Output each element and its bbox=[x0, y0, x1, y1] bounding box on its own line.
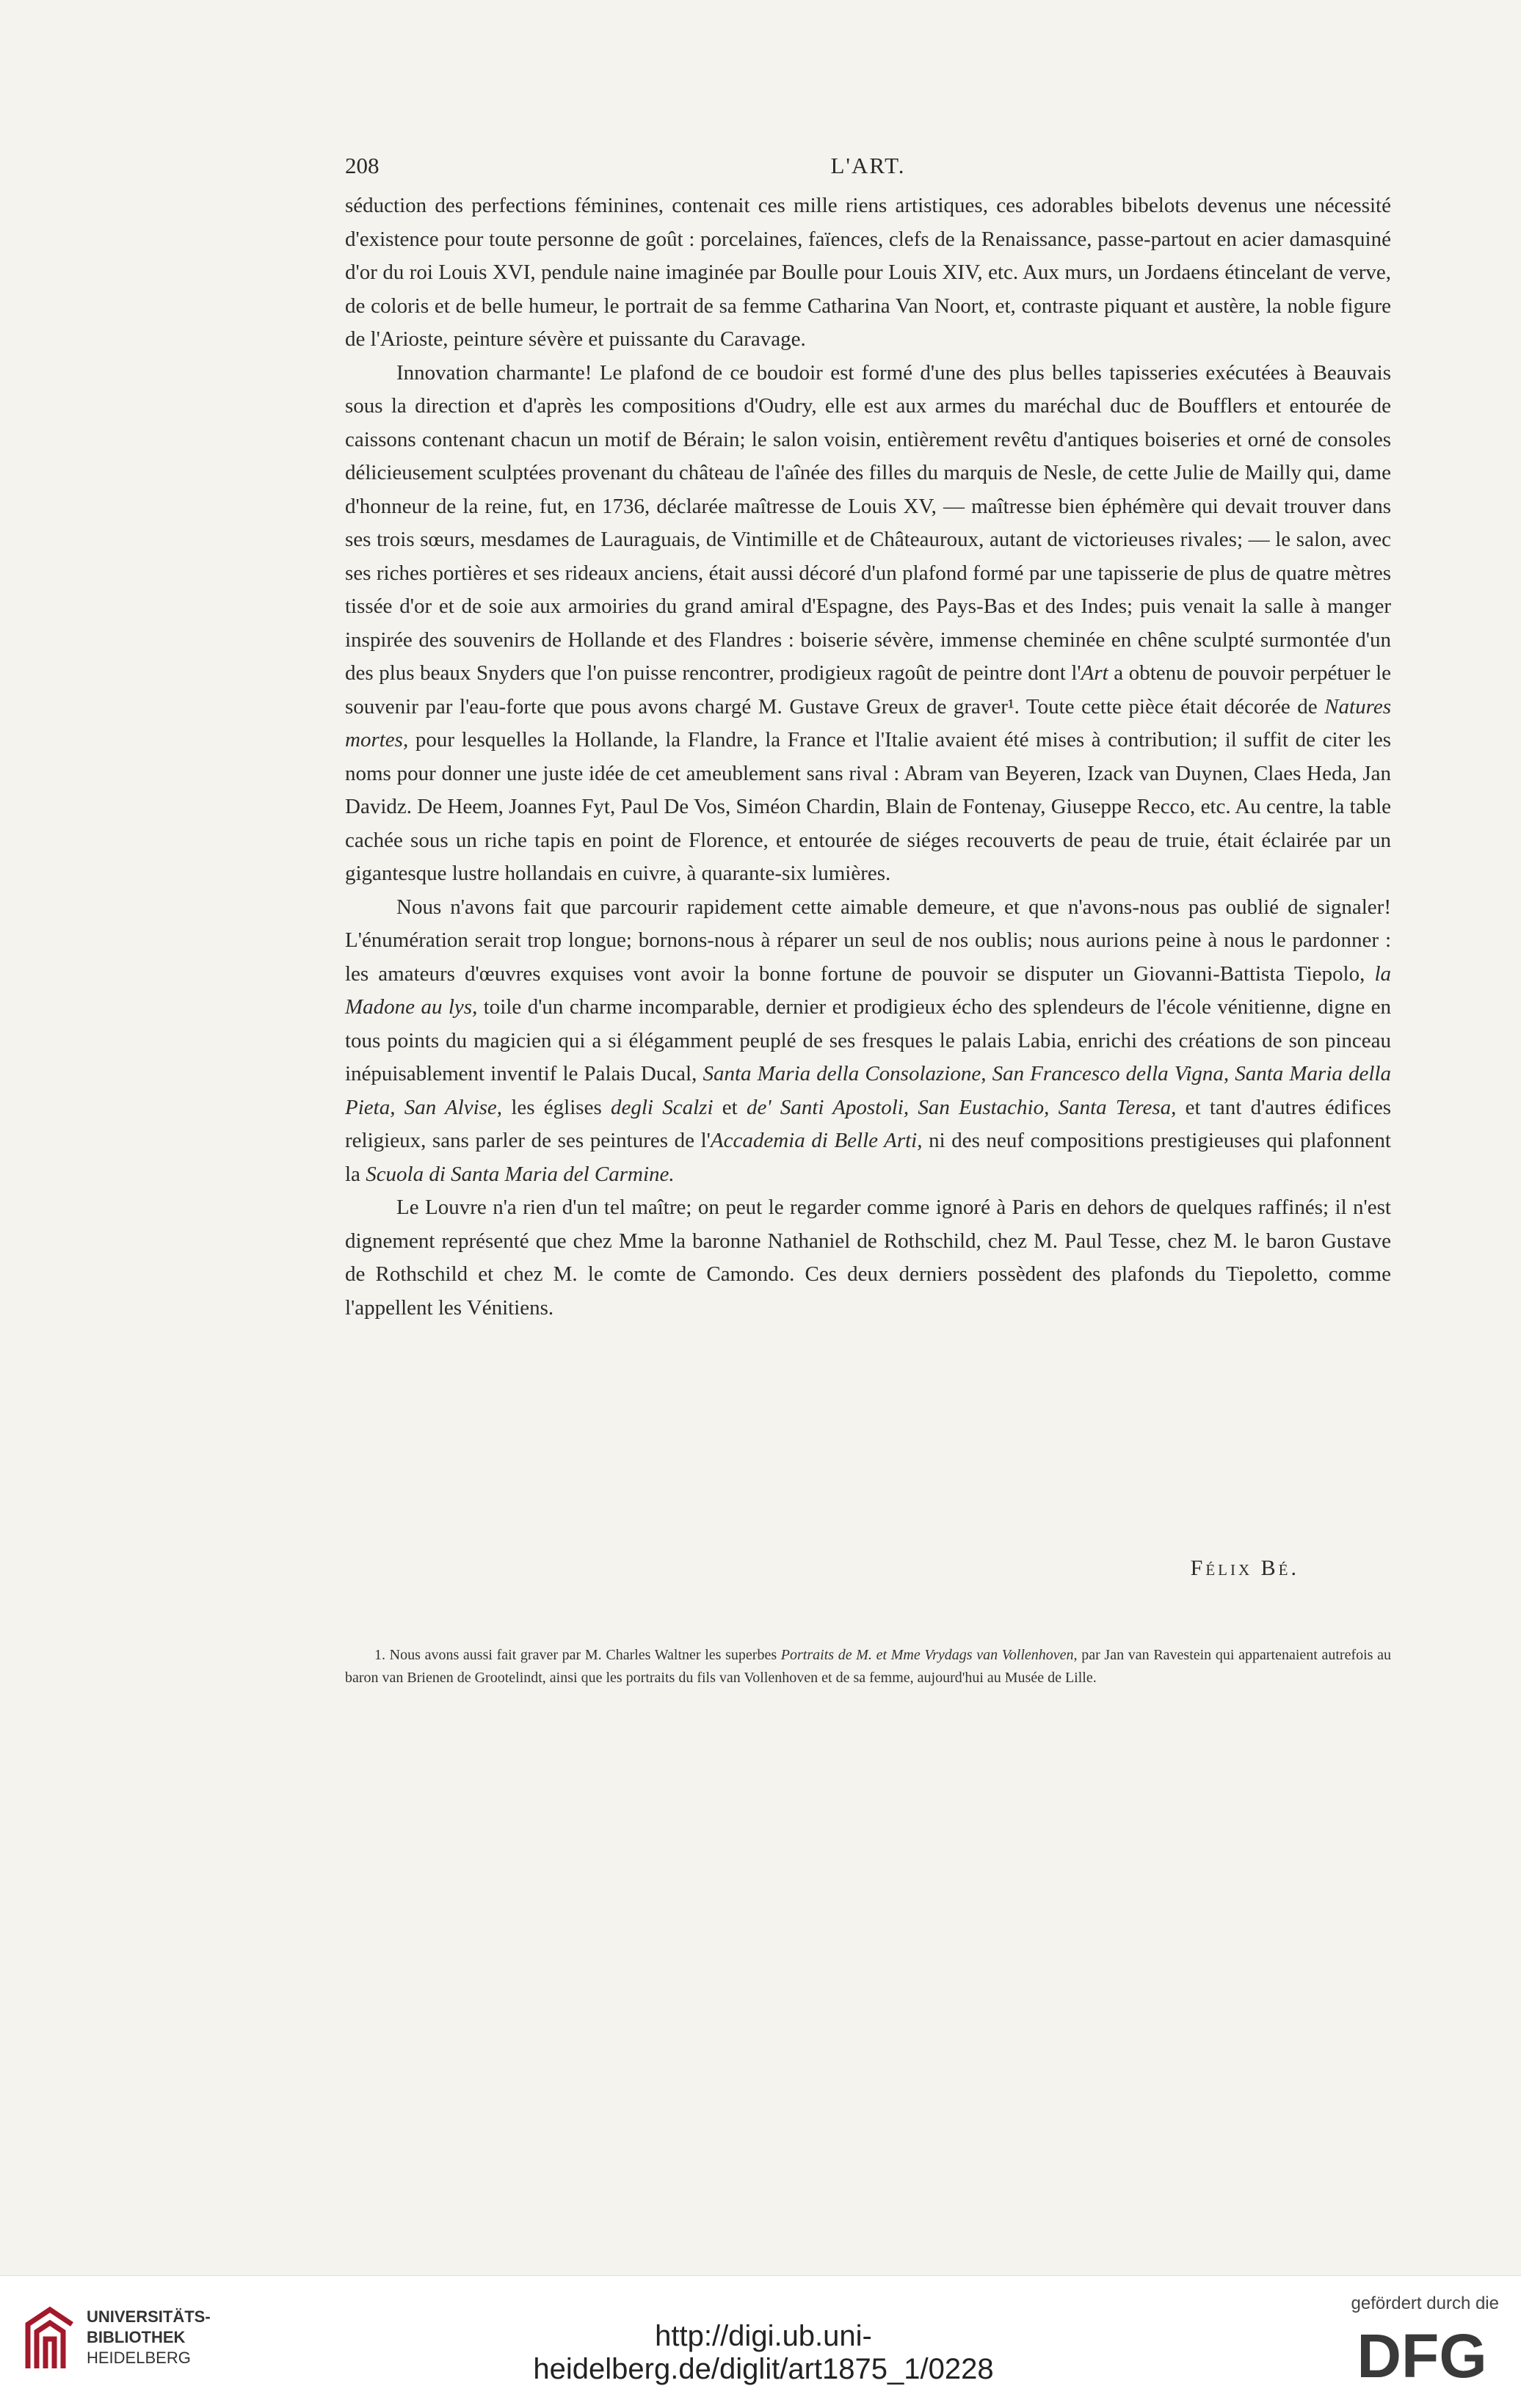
dfg-logo-text: DFG bbox=[1357, 2324, 1487, 2386]
page-number: 208 bbox=[345, 153, 380, 178]
text-run: par Jan van Ravestein qui appartenaient autrefois au baron van Brienen de Grootelindt, ainsi que les portraits du fils van Vollenhoven et de sa femme, aujourd'hui au Musée de Lille. bbox=[345, 1647, 1392, 1686]
library-name-line3: HEIDELBERG bbox=[87, 2349, 191, 2367]
text-run: et bbox=[713, 1095, 747, 1119]
text-run: et tant d'autres édifices religieux, sans parler de ses peintures de l' bbox=[345, 1095, 1391, 1152]
italic-title: Accademia di Belle Arti, bbox=[710, 1129, 923, 1152]
library-name[interactable] bbox=[87, 2307, 211, 2368]
journal-title: L'ART. bbox=[830, 153, 906, 178]
library-name-line1: UNIVERSITÄTS- bbox=[87, 2307, 211, 2326]
paragraph bbox=[345, 891, 1391, 1192]
footnote bbox=[345, 1644, 1391, 1689]
text-run: Nous n'avons fait que parcourir rapidement cette aimable demeure, et que n'avons-nous pas oublié de signaler! L'énumération serait trop longue; bornons-nous à réparer un seul de nos oublis; nous aurions peine à nous le pardonner : les amateurs d'œuvres exquises vont avoir la bonne fortune de pouvoir se disputer un Giovanni-Battista Tiepolo, bbox=[345, 895, 1391, 986]
text-run: a obtenu de pouvoir perpétuer le souvenir par l'eau-forte que pous avons chargé M. Gustave Greux de graver¹. Toute cette pièce était décorée de bbox=[345, 661, 1391, 719]
italic-title: degli Scalzi bbox=[611, 1095, 714, 1119]
paragraph bbox=[345, 357, 1391, 891]
running-header bbox=[345, 153, 1391, 182]
text-run: séduction des perfections féminines, contenait ces mille riens artistiques, ces adorables bibelots devenus une nécessité d'existence pour toute personne de goût : porcelaines, faïences, clefs de la Renaissance, passe-partout en acier damasquiné d'or du roi Louis XVI, pendule naine imaginée par Boulle pour Louis XIV, etc. Aux murs, un Jordaens étincelant de verve, de coloris et de belle humeur, le portrait de sa femme Catharina Van Noort, et, contraste piquant et austère, la noble figure de l'Arioste, peinture sévère et puissante du Caravage. bbox=[345, 194, 1391, 351]
funded-by-label: gefördert durch die bbox=[1351, 2294, 1499, 2313]
library-name-line2: BIBLIOTHEK bbox=[87, 2328, 186, 2346]
viewer-footer bbox=[0, 2275, 1521, 2408]
italic-title: Santa Maria della Consolazione, San Francesco della Vigna, Santa Maria della Pieta, San Alvise, bbox=[345, 1062, 1391, 1119]
footnote-text bbox=[345, 1644, 1391, 1689]
text-run: Le Louvre n'a rien d'un tel maître; on peut le regarder comme ignoré à Paris en dehors de quelques raffinés; il n'est dignement représenté que chez Mme la baronne Nathaniel de Rothschild, chez M. Paul Tesse, chez M. le baron Gustave de Rothschild et chez M. le comte de Camondo. Ces deux derniers possèdent des plafonds du Tiepoletto, comme l'appellent les Vénitiens. bbox=[345, 1196, 1391, 1320]
paragraph bbox=[345, 1191, 1391, 1325]
text-run: 1. Nous avons aussi fait graver par M. Charles Waltner les superbes bbox=[374, 1647, 781, 1663]
text-run: toile d'un charme incomparable, dernier et prodigieux écho des splendeurs de l'école vénitienne, digne en tous points du magicien qui a si élégamment peuplé de ses fresques le palais Labia, enrichi des créations de son pinceau inépuisablement inventif le Palais Ducal, bbox=[345, 995, 1391, 1085]
italic-title: Portraits de M. et Mme Vrydags van Vollenhoven, bbox=[780, 1647, 1078, 1663]
article-body bbox=[345, 189, 1391, 1325]
italic-title: Art bbox=[1081, 661, 1108, 685]
text-run: ni des neuf compositions prestigieuses qui plafonnent la bbox=[345, 1129, 1391, 1186]
text-run: pour lesquelles la Hollande, la Flandre, la France et l'Italie avaient été mises à contribution; il suffit de citer les noms pour donner une juste idée de cet ameublement sans rival : Abram van Beyeren, Izack van Duynen, Claes Heda, Jan Davidz. De Heem, Joannes Fyt, Paul De Vos, Siméon Chardin, Blain de Fontenay, Giuseppe Recco, etc. Au centre, la table cachée sous un riche tapis en point de Florence, et entourée de siéges recouverts de peau de truie, était éclairée par un gigantesque lustre hollandais en cuivre, à quarante-six lumières. bbox=[345, 728, 1391, 885]
permalink-url[interactable]: http://digi.ub.uni-heidelberg.de/diglit/art1875_1/0228 bbox=[533, 2320, 994, 2385]
dfg-logo-icon[interactable] bbox=[1345, 2324, 1499, 2386]
italic-title: de' Santi Apostoli, San Eustachio, Santa Teresa, bbox=[746, 1095, 1177, 1119]
university-library-logo-icon bbox=[21, 2302, 81, 2376]
author-signature: Félix Bé. bbox=[1190, 1556, 1299, 1580]
text-run: les églises bbox=[502, 1095, 611, 1119]
text-run: Innovation charmante! Le plafond de ce boudoir est formé d'une des plus belles tapisseries exécutées à Beauvais sous la direction et d'après les compositions d'Oudry, elle est aux armes du maréchal duc de Boufflers et entourée de caissons contenant chacun un motif de Bérain; le salon voisin, entièrement revêtu d'antiques boiseries et orné de consoles délicieusement sculptées provenant du château de l'aînée des filles du marquis de Nesle, de cette Julie de Mailly qui, dame d'honneur de la reine, fut, en 1736, déclarée maîtresse de Louis XV, — maîtresse bien éphémère qui devait trouver dans ses trois sœurs, mesdames de Lauraguais, de Vintimille et de Châteauroux, autant de victorieuses rivales; — le salon, avec ses riches portières et ses rideaux anciens, était aussi décoré d'un plafond formé par une tapisserie de plus de quatre mètres tissée d'or et de soie aux armoiries du grand amiral d'Espagne, des Pays-Bas et des Indes; puis venait la salle à manger inspirée des souvenirs de Hollande et des Flandres : boiserie sévère, immense cheminée en chêne sculpté surmontée d'un des plus beaux Snyders que l'on puisse rencontrer, prodigieux ragoût de peintre dont l' bbox=[345, 360, 1391, 685]
italic-title: la Madone au lys, bbox=[345, 961, 1391, 1019]
italic-title: Natures mortes, bbox=[345, 694, 1391, 752]
paragraph bbox=[345, 189, 1391, 357]
italic-title: Scuola di Santa Maria del Carmine. bbox=[366, 1162, 675, 1186]
